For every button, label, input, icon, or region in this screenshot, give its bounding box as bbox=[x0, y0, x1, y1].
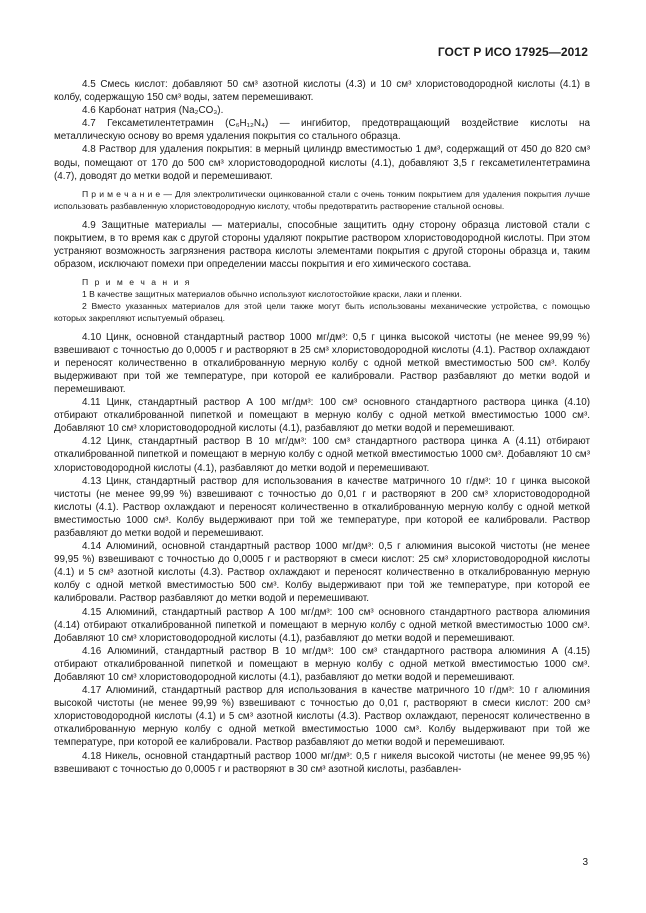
paragraph-4-10: 4.10 Цинк, основной стандартный раствор 1000 мг/дм³: 0,5 г цинка высокой чистоты (не менее 99,99 %) взвешивают с точностью до 0,0005 г и растворяют в 25 см³ хлористоводородной кислоты (4.1). Раствор охлаждают и переносят количественно в откалиброванную мерную колбу с одной меткой вместимостью 500 см³. Колбу выдерживают при той же температуре, при которой ее калибровали. Раствор разбавляют до метки водой и перемешивают. bbox=[54, 331, 590, 395]
note-item-1: 1 В качестве защитных материалов обычно используют кислотостойкие краски, лаки и пленки. bbox=[82, 288, 462, 299]
paragraph-4-11: 4.11 Цинк, стандартный раствор А 100 мг/дм³: 100 см³ основного стандартного раствора цинка (4.10) отбирают откалиброванной пипеткой и помещают в мерную колбу с одной меткой вместимостью 1000 см³. Добавляют 10 см³ хлористоводородной кислоты (4.1), разбавляют до метки водой и перемешивают. bbox=[54, 397, 590, 435]
document-body bbox=[54, 78, 590, 776]
paragraph-4-8: 4.8 Раствор для удаления покрытия: в мерный цилиндр вместимостью 1 дм³, содержащий от 450 до 820 см³ воды, помещают от 170 до 500 см³ хлористоводородной кислоты (4.1), добавляют 3,5 г гексаметилентетрамина (4.7), доводят до метки водой и перемешивают. bbox=[54, 144, 590, 182]
paragraph-4-12: 4.12 Цинк, стандартный раствор В 10 мг/дм³: 100 см³ стандартного раствора цинка А (4.11) отбирают откалиброванной пипеткой и помещают в мерную колбу с одной меткой вместимостью 1000 см³. Добавляют 10 см³ хлористоводородной кислоты (4.1), разбавляют до метки водой и перемешивают. bbox=[54, 436, 590, 474]
page-number: 3 bbox=[582, 857, 588, 868]
notes-title: П р и м е ч а н и я bbox=[82, 276, 192, 287]
paragraph-4-17: 4.17 Алюминий, стандартный раствор для использования в качестве матричного 10 г/дм³: 10 г алюминия высокой чистоты (не менее 99,99 %) взвешивают с точностью до 0,01 г, растворяют в смеси кислот: 200 см³ хлористоводородной кислоты (4.1) и 5 см³ азотной кислоты (4.3). Раствор охлаждают, переносят количественно в откалиброванную мерную колбу с одной меткой вместимостью 1000 см³. Колбу выдерживают при той же температуре, при которой ее калибровали. Раствор разбавляют до метки водой и перемешивают. bbox=[54, 685, 590, 749]
paragraph-4-15: 4.15 Алюминий, стандартный раствор А 100 мг/дм³: 100 см³ основного стандартного раствора алюминия (4.14) отбирают откалиброванной пипеткой и помещают в мерную колбу с одной меткой вместимостью 1000 см³. Добавляют 10 см³ хлористоводородной кислоты (4.1), разбавляют до метки водой и перемешивают. bbox=[54, 606, 590, 644]
paragraph-4-13: 4.13 Цинк, стандартный раствор для использования в качестве матричного 10 г/дм³: 10 г цинка высокой чистоты (не менее 99,99 %) взвешивают с точностью до 0,01 г и растворяют в 200 см³ хлористоводородной кислоты (4.1). Раствор охлаждают и переносят количественно в откалиброванную мерную колбу с одной меткой вместимостью 1000 см³. Колбу выдерживают при той же температуре, при которой ее калибровали. Раствор разбавляют до метки водой и перемешивают. bbox=[54, 475, 590, 539]
standard-code-header: ГОСТ Р ИСО 17925—2012 bbox=[437, 45, 588, 59]
paragraph-4-5: 4.5 Смесь кислот: добавляют 50 см³ азотной кислоты (4.3) и 10 см³ хлористоводородной кислоты (4.1) в колбу, содержащую 150 см³ воды, затем перемешивают. bbox=[54, 79, 590, 104]
paragraph-4-9: 4.9 Защитные материалы — материалы, способные защитить одну сторону образца листовой стали с покрытием, в то время как с другой стороны удаляют покрытие раствором хлористоводородной кислоты. При этом устраняют возможность загрязнения раствора кислоты элементами покрытия с другой стороны образца и, таким образом, исключают помехи при определении массы покрытия и его химического состава. bbox=[54, 219, 590, 270]
paragraph-4-18: 4.18 Никель, основной стандартный раствор 1000 мг/дм³: 0,5 г никеля высокой чистоты (не менее 99,95 %) взвешивают с точностью до 0,0005 г и растворяют в 30 см³ азотной кислоты, разбавлен- bbox=[54, 750, 590, 775]
paragraph-4-7: 4.7 Гексаметилентетрамин (C₆H₁₂N₄) — ингибитор, предотвращающий воздействие кислоты на металлическую основу во время удаления покрытия со стального образца. bbox=[54, 118, 590, 143]
paragraph-4-16: 4.16 Алюминий, стандартный раствор В 10 мг/дм³: 100 см³ стандартного раствора алюминия А (4.15) отбирают откалиброванной пипеткой и помещают в мерную колбу с одной меткой вместимостью 1000 см³. Добавляют 10 см³ хлористоводородной кислоты (4.1), разбавляют до метки водой и перемешивают. bbox=[54, 645, 590, 683]
note-4-8: П р и м е ч а н и е — Для электролитически оцинкованной стали с очень тонким покрытием для удаления покрытия лучше использовать разбавленную хлористоводородную кислоту, чтобы предотвратить растворение стальной основы. bbox=[54, 188, 590, 211]
paragraph-4-6: 4.6 Карбонат натрия (Na₂CO₃). bbox=[82, 105, 224, 117]
note-item-2: 2 Вместо указанных материалов для этой цели также могут быть использованы механические устройства, с помощью которых закрепляют испытуемый образец. bbox=[54, 300, 590, 323]
paragraph-4-14: 4.14 Алюминий, основной стандартный раствор 1000 мг/дм³: 0,5 г алюминия высокой чистоты (не менее 99,95 %) взвешивают с точностью до 0,0005 г и растворяют в смеси кислот: 25 см³ хлористоводородной кислоты (4.1) и 5 см³ азотной кислоты (4.3). Раствор охлаждают и переносят количественно в откалиброванную мерную колбу с одной меткой вместимостью 500 см³. Колбу выдерживают при той же температуре, при которой ее калибровали. Раствор разбавляют до метки водой и перемешивают. bbox=[54, 541, 590, 605]
